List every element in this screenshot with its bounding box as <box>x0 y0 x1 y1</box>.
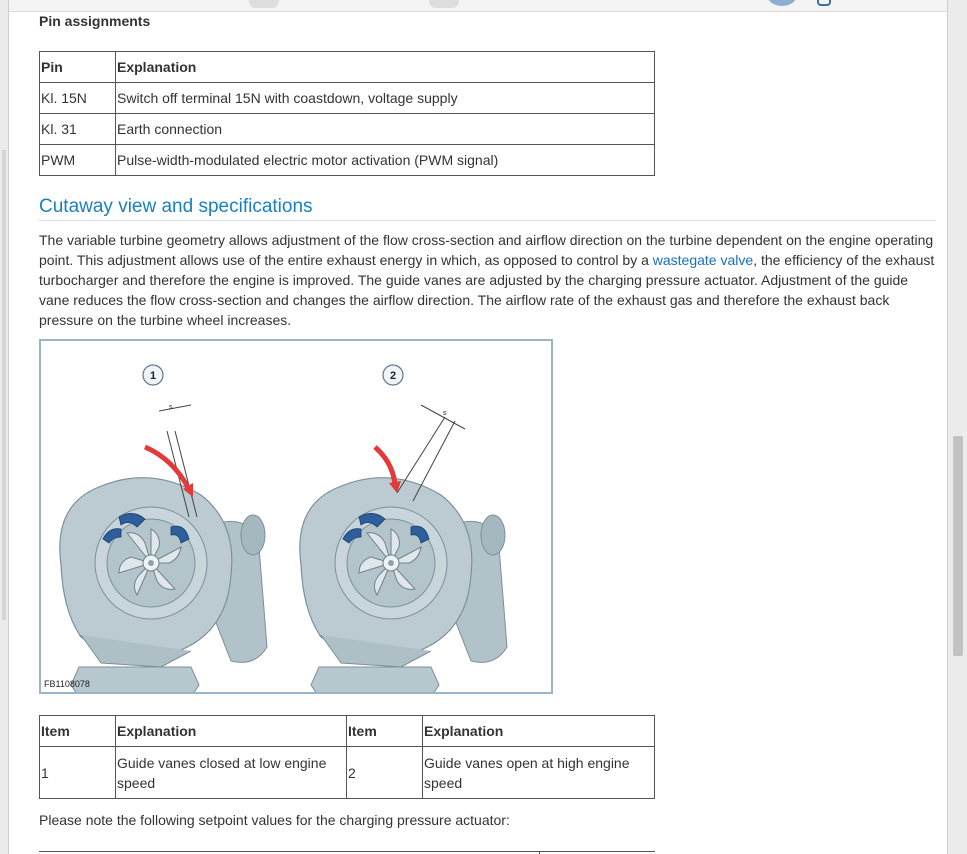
item-cell: 1 <box>40 747 116 799</box>
column-header-explanation: Explanation <box>116 52 655 83</box>
turbocharger-cutaway-figure <box>39 339 553 694</box>
pin-cell: Kl. 15N <box>40 83 116 114</box>
callout-2-label: 2 <box>389 370 397 382</box>
document-page <box>8 0 948 854</box>
gap-label-right: s <box>443 410 447 417</box>
turbo-closed-vanes <box>60 478 267 692</box>
figure-code: FB1108078 <box>44 679 90 689</box>
turbo-open-vanes <box>300 478 507 692</box>
item-legend-table <box>39 715 655 799</box>
explanation-cell: Guide vanes closed at low engine speed <box>116 747 347 799</box>
cutaway-description <box>39 230 939 330</box>
callout-1-label: 1 <box>149 370 157 382</box>
cutaway-section-title: Cutaway view and specifications <box>39 196 936 221</box>
column-header-explanation: Explanation <box>116 716 347 747</box>
table-row <box>40 114 655 145</box>
turbocharger-illustration <box>41 341 551 692</box>
wastegate-valve-link[interactable]: wastegate valve <box>652 252 754 268</box>
pin-cell: Kl. 31 <box>40 114 116 145</box>
notification-icon[interactable] <box>817 0 831 6</box>
pin-assignments-table <box>39 51 655 176</box>
table-header-row <box>40 716 655 747</box>
explanation-cell: Switch off terminal 15N with coastdown, voltage supply <box>116 83 655 114</box>
column-header-pin: Pin <box>40 52 116 83</box>
column-header-explanation: Explanation <box>423 716 655 747</box>
scrollbar-thumb[interactable] <box>953 436 963 656</box>
gap-label-left: s <box>169 404 173 411</box>
table-row <box>40 83 655 114</box>
toolbar-item[interactable] <box>249 0 279 8</box>
item-cell: 2 <box>347 747 423 799</box>
description-text: , the efficiency of the exhaust turbocharger and therefore the engine is improved. The guide vanes are adjusted by the charging pressure actuator. Adjustment of the guide vane reduces the flow cross-section and changes the airflow direction. The airflow rate of the exhaust gas and therefore the exhaust back pressure on the turbine wheel increases. <box>39 252 935 328</box>
left-gutter <box>0 0 8 854</box>
explanation-cell: Earth connection <box>116 114 655 145</box>
table-row <box>40 145 655 176</box>
column-header-item: Item <box>347 716 423 747</box>
pin-assignments-heading: Pin assignments <box>39 13 151 29</box>
user-avatar[interactable] <box>767 0 797 6</box>
toolbar-item[interactable] <box>429 0 459 8</box>
toolbar-strip <box>9 0 948 12</box>
column-header-item: Item <box>40 716 116 747</box>
setpoint-note: Please note the following setpoint values for the charging pressure actuator: <box>39 812 510 828</box>
description-text: The variable turbine geometry allows adjustment of the flow cross-section and airflow direction on the turbine dependent on the engine operating point. This adjustment allows use of the entire exhaust energy in which, as opposed to control by a <box>39 232 934 268</box>
explanation-cell: Pulse-width-modulated electric motor activation (PWM signal) <box>116 145 655 176</box>
table-row <box>40 747 655 799</box>
vertical-scrollbar[interactable] <box>950 0 967 854</box>
pin-cell: PWM <box>40 145 116 176</box>
left-scroll-indicator <box>2 150 6 620</box>
explanation-cell: Guide vanes open at high engine speed <box>423 747 655 799</box>
table-header-row <box>40 52 655 83</box>
